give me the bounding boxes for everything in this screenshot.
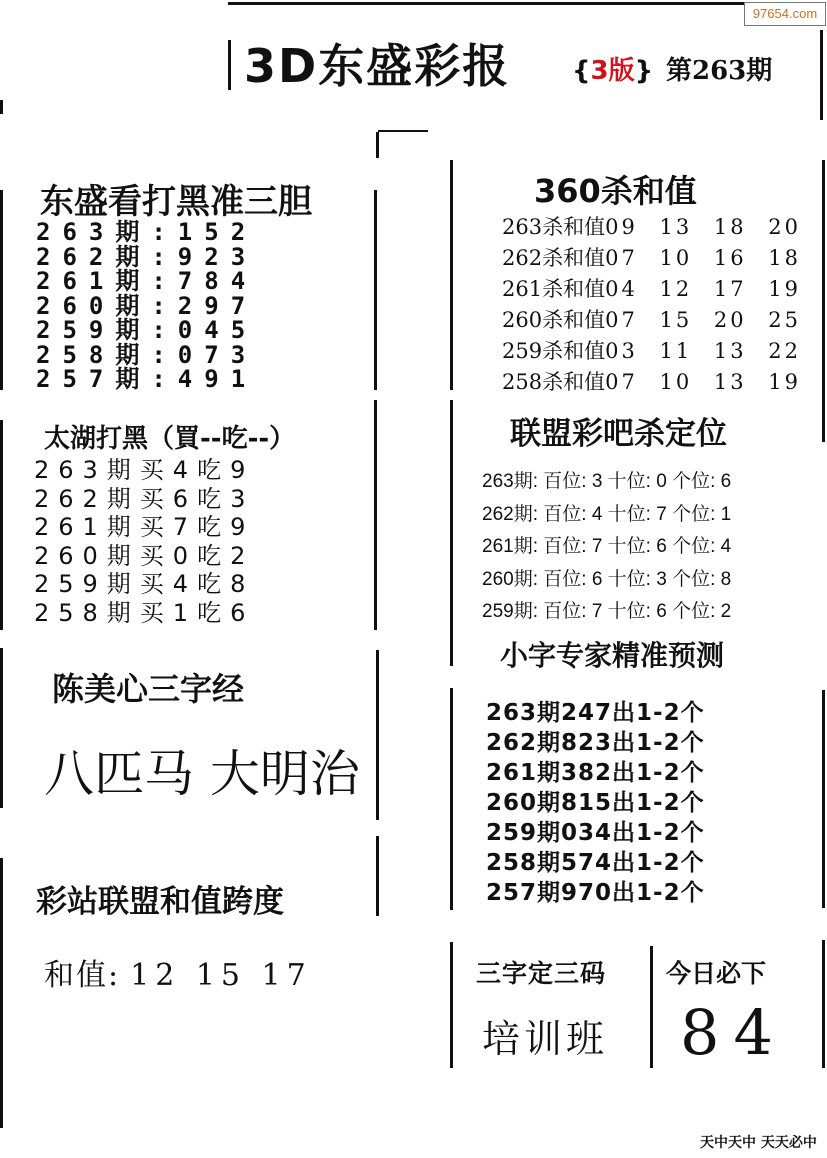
frame-line xyxy=(450,160,453,390)
sha-hezhi-list xyxy=(502,212,801,398)
frame-line xyxy=(450,942,453,1068)
list-item: 262期: 百位: 4 十位: 7 个位: 1 xyxy=(482,503,732,525)
frame-line xyxy=(822,690,825,908)
row-label: 258杀和值 xyxy=(502,370,606,394)
kanda-list xyxy=(36,220,257,392)
frame-line xyxy=(378,130,428,132)
chen-text: 八匹马 大明治 xyxy=(44,745,360,803)
sha-hezhi-title: 360杀和值 xyxy=(534,172,697,210)
list-item: 260期买0吃2 xyxy=(34,541,255,570)
row-label: 263杀和值 xyxy=(502,215,606,239)
list-item: 263期买4吃9 xyxy=(34,456,255,484)
frame-line xyxy=(374,190,377,390)
frame-line xyxy=(822,940,825,1068)
list-item: 259期034出1-2个 xyxy=(486,820,705,846)
edition-label xyxy=(572,50,653,87)
issue-number: 第263期 xyxy=(666,56,773,86)
caizhan-title: 彩站联盟和值跨度 xyxy=(36,884,284,920)
list-item: 261期买7吃9 xyxy=(34,513,255,541)
frame-line xyxy=(0,190,3,390)
taihu-title: 太湖打黑（買--吃--） xyxy=(44,424,296,454)
caizhan-numbers: 12 15 17 xyxy=(130,958,312,993)
list-item: 262期买6吃3 xyxy=(34,484,255,513)
edition-number: 3版 xyxy=(590,56,635,86)
frame-line xyxy=(450,400,453,666)
list-item: 258期574出1-2个 xyxy=(486,850,705,876)
list-item xyxy=(502,212,801,243)
list-item xyxy=(502,274,801,305)
row-label: 261杀和值 xyxy=(502,277,606,301)
row-numbers: 07 15 20 25 xyxy=(605,308,802,332)
list-item xyxy=(502,243,801,274)
caizhan-label: 和值: xyxy=(44,958,121,993)
edition-close: } xyxy=(634,56,654,86)
list-item: 263期247出1-2个 xyxy=(486,700,705,726)
frame-line xyxy=(0,858,3,1128)
list-item: 258期买1吃6 xyxy=(34,598,255,627)
row-numbers: 09 13 18 20 xyxy=(605,215,802,239)
frame-line xyxy=(822,160,825,442)
list-item: 260期:297 xyxy=(36,291,258,320)
lianmeng-list xyxy=(482,466,731,629)
list-item: 259期买4吃8 xyxy=(34,570,255,598)
list-item: 262期:923 xyxy=(36,242,258,271)
frame-line xyxy=(450,688,453,910)
frame-line xyxy=(376,836,379,916)
sanzi-title: 三字定三码 xyxy=(476,959,607,988)
row-numbers: 04 12 17 19 xyxy=(605,277,802,301)
jinri-number: 84 xyxy=(680,996,787,1069)
list-item: 261期:784 xyxy=(36,267,258,295)
list-item: 259期:045 xyxy=(36,316,258,344)
jinri-title: 今日必下 xyxy=(666,959,767,988)
frame-line xyxy=(376,132,379,158)
list-item: 260期: 百位: 6 十位: 3 个位: 8 xyxy=(482,568,732,590)
row-label: 259杀和值 xyxy=(502,339,606,363)
list-item xyxy=(502,367,801,398)
chen-title: 陈美心三字经 xyxy=(52,670,245,708)
row-numbers: 03 11 13 22 xyxy=(605,339,802,363)
sanzi-subtitle: 培训班 xyxy=(482,1017,609,1061)
list-item: 261期: 百位: 7 十位: 6 个位: 4 xyxy=(482,536,732,557)
row-label: 262杀和值 xyxy=(502,246,606,270)
list-item: 257期:491 xyxy=(36,365,258,393)
frame-line xyxy=(376,650,379,820)
edition-open: { xyxy=(572,56,591,86)
page-title: 3D东盛彩报 xyxy=(244,39,511,93)
lianmeng-title: 联盟彩吧杀定位 xyxy=(510,416,727,452)
frame-line xyxy=(0,420,3,630)
list-item: 263期: 百位: 3 十位: 0 个位: 6 xyxy=(482,471,732,492)
header-left-border xyxy=(228,40,231,90)
list-item: 257期970出1-2个 xyxy=(486,880,705,906)
list-item xyxy=(502,305,801,336)
xiaozi-title: 小字专家精准预测 xyxy=(500,639,725,672)
frame-line xyxy=(0,648,3,808)
footer-slogan: 天中天中 天天必中 xyxy=(700,1135,817,1151)
list-item: 260期815出1-2个 xyxy=(486,790,705,816)
list-item: 262期823出1-2个 xyxy=(486,730,705,756)
sanzi-divider xyxy=(650,946,653,1068)
row-numbers: 07 10 13 19 xyxy=(605,370,802,394)
row-numbers: 07 10 16 18 xyxy=(605,246,802,270)
caizhan-values xyxy=(44,950,312,994)
list-item xyxy=(502,336,801,367)
list-item: 259期: 百位: 7 十位: 6 个位: 2 xyxy=(482,601,732,622)
taihu-list xyxy=(34,456,254,627)
row-label: 260杀和值 xyxy=(502,308,606,332)
frame-line xyxy=(0,100,3,114)
xiaozi-list xyxy=(486,698,705,908)
site-watermark: 97654.com xyxy=(744,2,826,26)
list-item: 263期:152 xyxy=(36,218,258,246)
header-right-border xyxy=(820,30,823,120)
kanda-title: 东盛看打黑准三胆 xyxy=(40,182,312,222)
list-item: 261期382出1-2个 xyxy=(486,760,705,786)
frame-line xyxy=(374,400,377,630)
list-item: 258期:073 xyxy=(36,340,258,369)
